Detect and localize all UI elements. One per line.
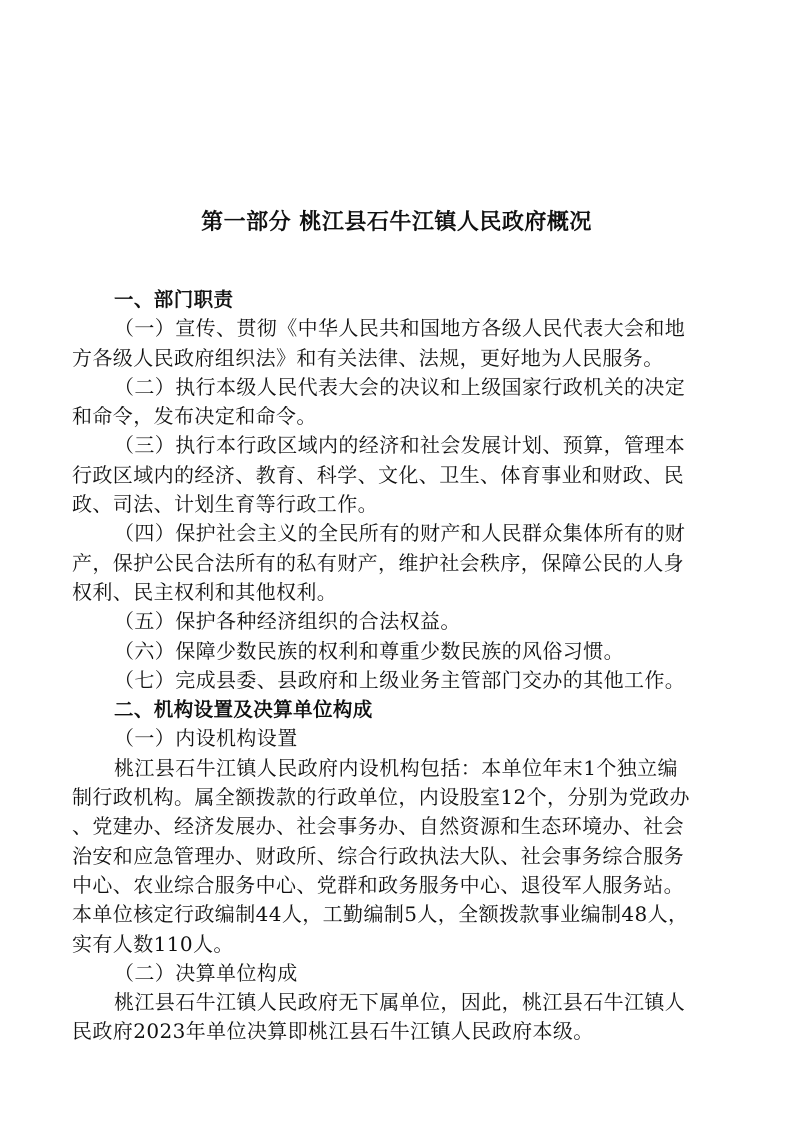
paragraph-line: 方各级人民政府组织法》和有关法律、法规，更好地为人民服务。	[72, 345, 664, 370]
paragraph-line: 产，保护公民合法所有的私有财产，维护社会秩序，保障公民的人身	[72, 550, 684, 575]
section-heading-structure: 二、机构设置及决算单位构成	[114, 698, 373, 722]
paragraph-line: 制行政机构。属全额拨款的行政单位，内设股室12个，分别为党政办	[72, 785, 690, 810]
paragraph-line: （六）保障少数民族的权利和尊重少数民族的风俗习惯。	[114, 638, 624, 663]
paragraph-line: （七）完成县委、县政府和上级业务主管部门交办的其他工作。	[114, 667, 686, 692]
document-body	[72, 285, 722, 1047]
paragraph-line: （二）执行本级人民代表大会的决议和上级国家行政机关的决定	[114, 374, 686, 399]
paragraph-line: 权利、民主权利和其他权利。	[72, 579, 338, 604]
paragraph-line: 和命令，发布决定和命令。	[72, 404, 317, 429]
subheading-internal-structure: （一）内设机构设置	[114, 726, 298, 751]
paragraph-line: 、党建办、经济发展办、社会事务办、自然资源和生态环境办、社会	[72, 814, 684, 839]
paragraph-line: 民政府2023年单位决算即桃江县石牛江镇人民政府本级。	[72, 1019, 594, 1044]
subheading-budget-units: （二）决算单位构成	[114, 960, 298, 985]
section-heading-duties: 一、部门职责	[114, 288, 234, 311]
paragraph-line: 中心、农业综合服务中心、党群和政务服务中心、退役军人服务站。	[72, 872, 684, 897]
paragraph-line: 治安和应急管理办、财政所、综合行政执法大队、社会事务综合服务	[72, 843, 684, 868]
paragraph-line: （四）保护社会主义的全民所有的财产和人民群众集体所有的财	[114, 521, 686, 546]
paragraph-line: 实有人数110人。	[72, 931, 234, 956]
paragraph-line: （三）执行本行政区域内的经济和社会发展计划、预算，管理本	[114, 433, 686, 458]
paragraph-line: （五）保护各种经济组织的合法权益。	[114, 609, 461, 634]
page-title: 第一部分 桃江县石牛江镇人民政府概况	[201, 210, 592, 235]
paragraph-line: （一）宣传、贯彻《中华人民共和国地方各级人民代表大会和地	[114, 316, 686, 341]
paragraph-line: 行政区域内的经济、教育、科学、文化、卫生、体育事业和财政、民	[72, 462, 684, 487]
paragraph-line: 桃江县石牛江镇人民政府内设机构包括：本单位年末1个独立编	[114, 755, 678, 780]
paragraph-line: 桃江县石牛江镇人民政府无下属单位，因此，桃江县石牛江镇人	[114, 990, 686, 1015]
paragraph-line: 本单位核定行政编制44人，工勤编制5人，全额拨款事业编制48人，	[72, 902, 689, 927]
paragraph-line: 政、司法、计划生育等行政工作。	[72, 492, 378, 517]
